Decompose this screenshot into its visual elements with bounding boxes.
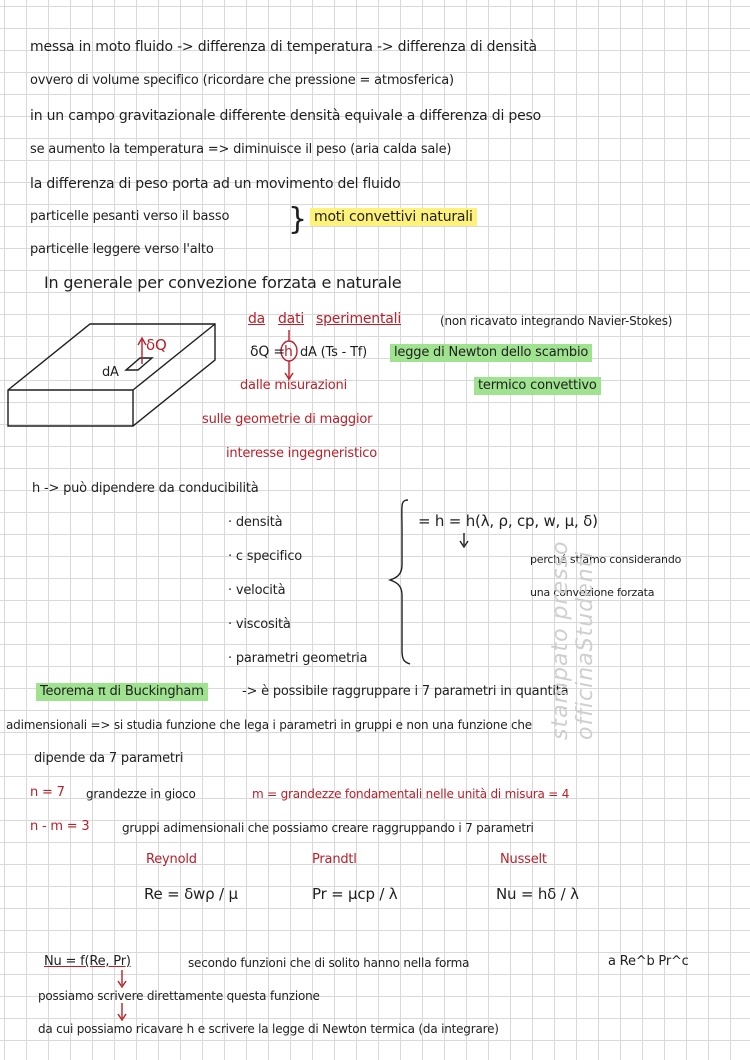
convective-motions-note: moti convettivi naturali <box>310 208 477 226</box>
data-label: dati <box>278 311 305 327</box>
newton-law-label: legge di Newton dello scambio <box>390 344 592 362</box>
line-2: ovvero di volume specifico (ricordare che pressione = atmosferica) <box>30 73 454 88</box>
nm-label: n - m = 3 <box>30 819 90 834</box>
engineering-interest-label: interesse ingegneristico <box>226 446 378 461</box>
from-label: da <box>248 311 266 327</box>
param-density: · densità <box>228 515 283 530</box>
section-heading: In generale per convezione forzata e naturale <box>44 273 402 292</box>
line-1: messa in moto fluido -> differenza di temperatura -> differenza di densità <box>30 39 537 55</box>
delta-q-label: δQ <box>146 336 167 354</box>
watermark: stampato presso officinaStudenti <box>548 540 598 740</box>
line-7: particelle leggere verso l'alto <box>30 242 214 257</box>
reynolds-formula: Re = δwρ / μ <box>144 885 238 903</box>
navier-stokes-note: (non ricavato integrando Navier-Stokes) <box>440 314 673 328</box>
buckingham-title: Teorema π di Buckingham <box>36 683 208 701</box>
param-velocity: · velocità <box>228 583 286 598</box>
conclusion-line-2: possiamo scrivere direttamente questa funzione <box>38 989 320 1003</box>
prandtl-name: Prandtl <box>312 852 357 867</box>
eq-h: h <box>284 344 293 360</box>
nm-text: gruppi adimensionali che possiamo creare raggruppando i 7 parametri <box>122 821 534 835</box>
reynolds-name: Reynold <box>146 852 197 867</box>
nu-form-text: secondo funzioni che di solito hanno nella forma <box>188 956 470 970</box>
forced-note-2: una convezione forzata <box>530 586 655 599</box>
geometries-label: sulle geometrie di maggior <box>202 412 373 427</box>
buckingham-line-1: -> è possibile raggruppare i 7 parametri in quantità <box>242 684 569 699</box>
eq-left: δQ = <box>250 344 285 360</box>
param-specific-heat: · c specifico <box>228 549 303 564</box>
line-3: in un campo gravitazionale differente densità equivale a differenza di peso <box>30 108 541 124</box>
nu-function <box>44 953 131 971</box>
power-law-form: a Re^b Pr^c <box>608 954 689 969</box>
measurements-label: dalle misurazioni <box>240 378 348 393</box>
line-6: particelle pesanti verso il basso <box>30 209 230 224</box>
nu-function-text: Nu = f(Re, Pr) <box>44 954 131 969</box>
h-formula: = h = h(λ, ρ, cp, w, μ, δ) <box>418 512 598 530</box>
n-label: n = 7 <box>30 785 65 800</box>
line-4: se aumento la temperatura => diminuisce il peso (aria calda sale) <box>30 142 452 157</box>
da-label: dA <box>102 365 119 380</box>
brace-right: } <box>288 202 307 237</box>
conclusion-line-3: da cui possiamo ricavare h e scrivere la legge di Newton termica (da integrare) <box>38 1022 499 1036</box>
convective-label: termico convettivo <box>474 377 601 395</box>
h-depends-intro: h -> può dipendere da conducibilità <box>32 481 259 496</box>
buckingham-line-3: dipende da 7 parametri <box>34 751 184 766</box>
prandtl-formula: Pr = μcp / λ <box>312 885 398 903</box>
nusselt-formula: Nu = hδ / λ <box>496 885 579 903</box>
buckingham-line-2: adimensionali => si studia funzione che lega i parametri in gruppi e non una funzione che <box>6 718 532 732</box>
forced-note-1: perché stiamo considerando <box>530 553 682 566</box>
line-5: la differenza di peso porta ad un movimento del fluido <box>30 176 401 192</box>
experimental-label: sperimentali <box>316 311 402 327</box>
param-viscosity: · viscosità <box>228 617 291 632</box>
n-text: grandezze in gioco <box>86 787 196 801</box>
eq-right: dA (Ts - Tf) <box>300 345 368 360</box>
m-label: m = grandezze fondamentali nelle unità di misura = 4 <box>252 787 570 801</box>
param-geometry: · parametri geometria <box>228 651 368 666</box>
nusselt-name: Nusselt <box>500 852 547 867</box>
